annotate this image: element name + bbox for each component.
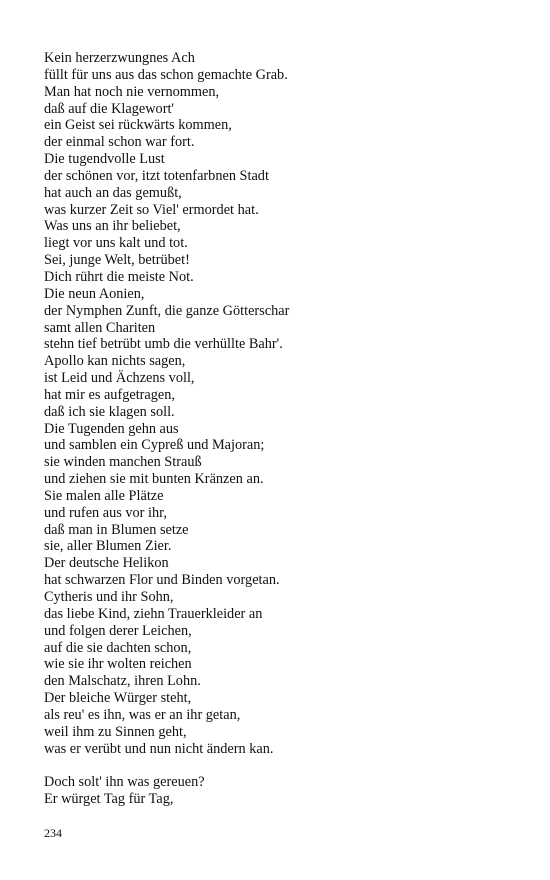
verse-line: Der deutsche Helikon <box>44 555 169 572</box>
verse-line: auf die sie dachten schon, <box>44 639 192 656</box>
verse-line: füllt für uns aus das schon gemachte Grab. <box>44 66 288 83</box>
verse-line: ist Leid und Ächzens voll, <box>44 370 195 387</box>
verse-line: weil ihm zu Sinnen geht, <box>44 723 187 740</box>
verse-line: Cytheris und ihr Sohn, <box>44 589 174 605</box>
verse-line: Er würget Tag für Tag, <box>44 790 174 807</box>
verse-line: Die tugendvolle Lust <box>44 151 165 168</box>
verse-line: Der bleiche Würger steht, <box>44 690 192 707</box>
poem-stanza-2 <box>44 774 205 808</box>
verse-line: daß auf die Klagewort' <box>44 100 175 117</box>
verse-line: hat auch an das gemußt, <box>44 184 182 201</box>
verse-line: sie, aller Blumen Zier. <box>44 538 172 555</box>
verse-line: Sie malen alle Plätze <box>44 487 164 504</box>
verse-line: Man hat noch nie vernommen, <box>44 83 220 100</box>
verse-line: Kein herzerzwungnes Ach <box>44 50 195 66</box>
verse-line: und samblen ein Cypreß und Majoran; <box>44 437 265 454</box>
verse-line: Was uns an ihr beliebet, <box>44 218 181 235</box>
verse-line: liegt vor uns kalt und tot. <box>44 235 188 252</box>
poem-stanza-1 <box>44 50 289 757</box>
verse-line: den Malschatz, ihren Lohn. <box>44 673 201 690</box>
verse-line: Doch solt' ihn was gereuen? <box>44 774 205 790</box>
verse-line: als reu' es ihn, was er an ihr getan, <box>44 706 241 723</box>
verse-line: was kurzer Zeit so Viel' ermordet hat. <box>44 201 259 218</box>
verse-line: Die Tugenden gehn aus <box>44 420 179 437</box>
verse-line: daß ich sie klagen soll. <box>44 403 175 420</box>
verse-line: hat schwarzen Flor und Binden vorgetan. <box>44 572 280 589</box>
verse-line: Sei, junge Welt, betrübet! <box>44 252 190 269</box>
verse-line: der einmal schon war fort. <box>44 134 195 151</box>
verse-line: hat mir es aufgetragen, <box>44 386 175 403</box>
verse-line: und rufen aus vor ihr, <box>44 504 167 521</box>
verse-line: wie sie ihr wolten reichen <box>44 656 192 673</box>
verse-line: stehn tief betrübt umb die verhüllte Bahr'. <box>44 336 283 353</box>
verse-line: samt allen Chariten <box>44 319 156 336</box>
verse-line: Die neun Aonien, <box>44 285 145 302</box>
verse-line: der schönen vor, itzt totenfarbnen Stadt <box>44 167 269 184</box>
verse-line: Dich rührt die meiste Not. <box>44 268 194 285</box>
verse-line: Apollo kan nichts sagen, <box>44 353 186 370</box>
verse-line: und folgen derer Leichen, <box>44 622 192 639</box>
verse-line: was er verübt und nun nicht ändern kan. <box>44 740 274 757</box>
verse-line: der Nymphen Zunft, die ganze Götterschar <box>44 302 290 319</box>
verse-line: und ziehen sie mit bunten Kränzen an. <box>44 471 264 488</box>
verse-line: ein Geist sei rückwärts kommen, <box>44 117 232 134</box>
verse-line: daß man in Blumen setze <box>44 521 189 538</box>
verse-line: sie winden manchen Strauß <box>44 454 202 471</box>
verse-line: das liebe Kind, ziehn Trauerkleider an <box>44 605 263 622</box>
page-number: 234 <box>44 826 62 840</box>
